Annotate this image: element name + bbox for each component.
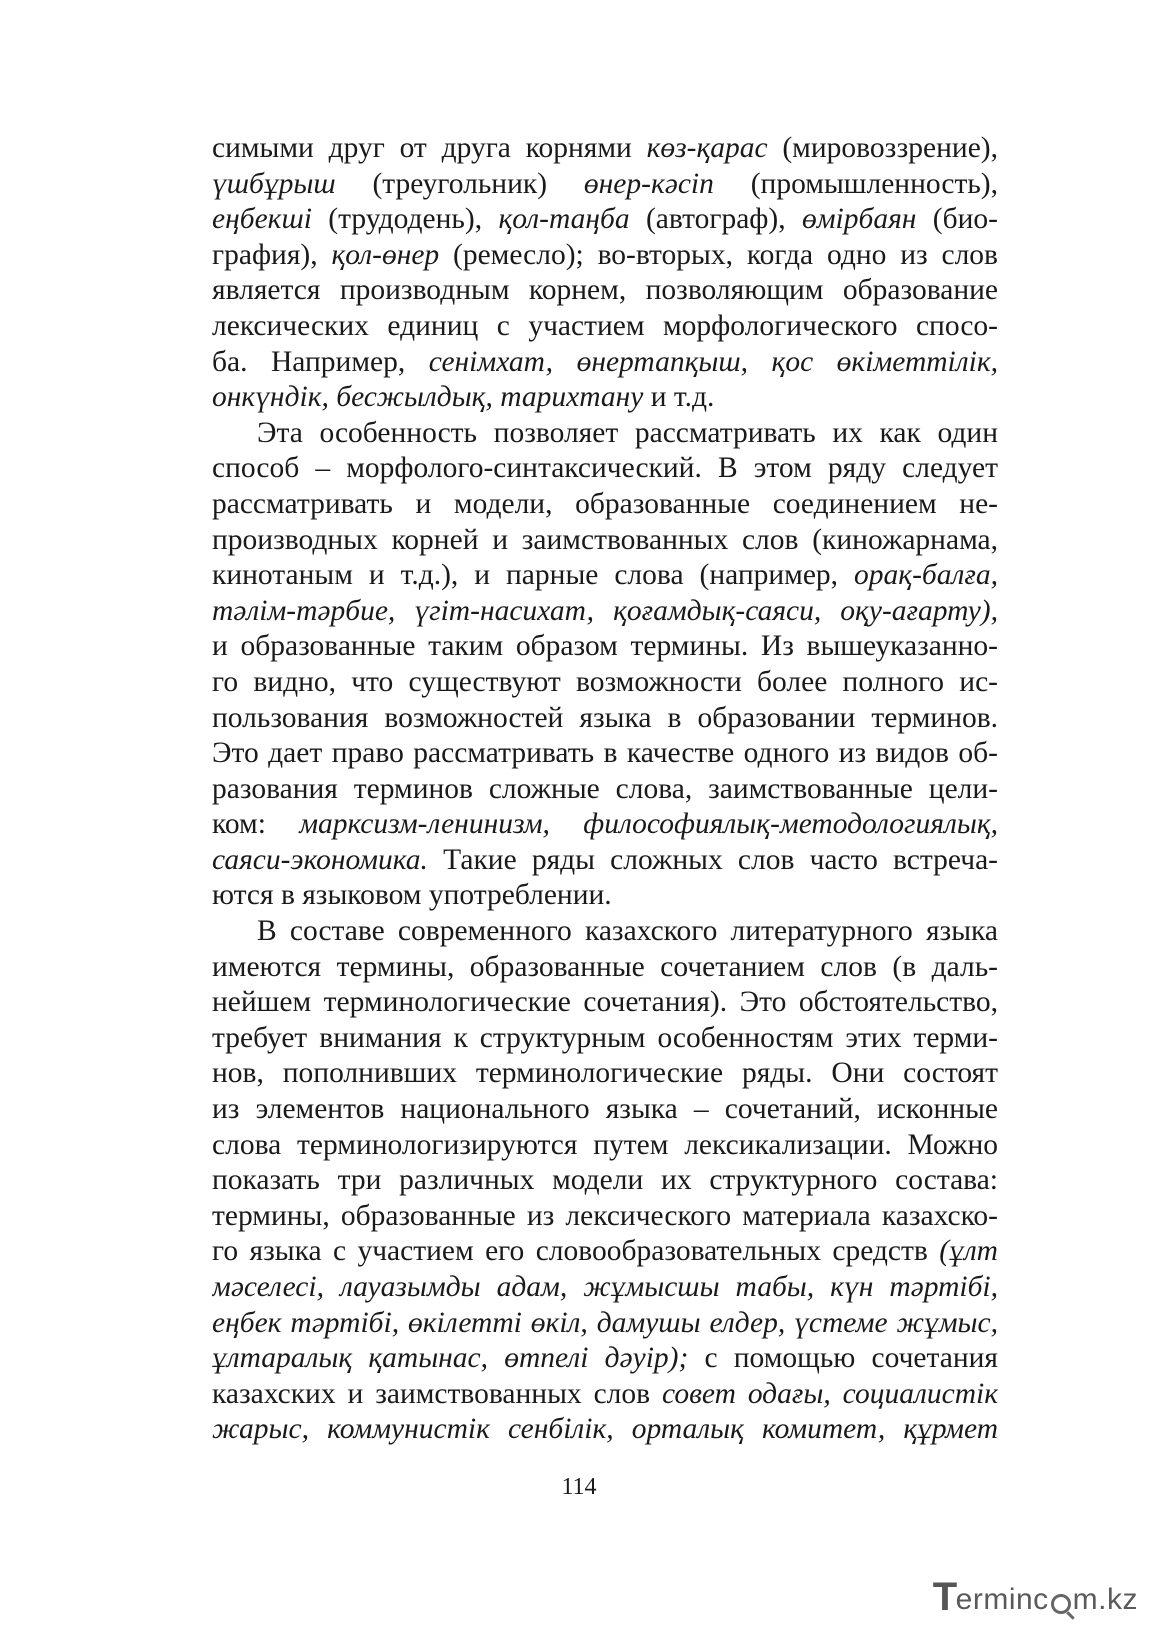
text-line [212, 1021, 998, 1057]
text-line [212, 985, 998, 1021]
text-line [212, 523, 998, 559]
text-run: В составе современного казахского литературного языка [257, 915, 998, 948]
text-run: симыми друг от друга корнями [212, 132, 647, 164]
italic-term: орақ-балға, [854, 559, 998, 592]
italic-term: үшбұрыш [212, 167, 336, 200]
text-run: требует внимания к структурным особенностям этих терми- [212, 1021, 998, 1054]
text-run: производных корней и заимствованных слов (киножарнама, [212, 523, 998, 556]
watermark-text-part2: m.kz [1072, 1583, 1138, 1616]
text-line [212, 1234, 998, 1270]
text-line [212, 594, 998, 630]
text-run: го видно, что существуют возможности более полного ис- [212, 665, 998, 698]
text-run: способ – морфолого-синтаксический. В этом ряду следует [212, 452, 998, 485]
italic-term: тәлім-тәрбие, үгіт-насихат, қоғамдық-саяси, оқу-ағарту), [212, 594, 998, 627]
text-run: (промышленность), [713, 167, 998, 200]
italic-term: көз-қарас [646, 132, 768, 164]
text-run: Эта особенность позволяет рассматривать их как один [257, 416, 998, 449]
text-line [212, 238, 998, 274]
watermark-text-part1: erminc [955, 1583, 1049, 1616]
text-line [212, 167, 998, 203]
text-line [212, 772, 998, 808]
italic-term: еңбекші [212, 203, 312, 236]
italic-term: (ұлт [939, 1235, 998, 1268]
text-line [212, 878, 998, 914]
text-line [212, 807, 998, 843]
text-run: нов, пополнивших терминологические ряды. Они состоят [212, 1057, 998, 1090]
text-line [212, 380, 998, 416]
text-line [212, 736, 998, 772]
text-run: термины, образованные из лексического материала казахско- [212, 1199, 998, 1232]
text-line [212, 1163, 998, 1199]
text-run: нейшем терминологические сочетания). Это обстоятельство, [212, 986, 998, 1019]
magnifier-icon [1051, 1594, 1071, 1614]
text-run: го языка с участием его словообразовательных средств [212, 1235, 940, 1268]
italic-term: жарыс, коммунистік сенбілік, орталық комитет, құрмет [212, 1413, 998, 1446]
text-line [212, 1306, 998, 1342]
watermark-initial: T [932, 1575, 958, 1619]
italic-term: өмірбаян [801, 203, 917, 236]
text-line [212, 701, 998, 737]
italic-term: совет одағы, социалистік [661, 1377, 998, 1410]
text-run: ются в языковом употреблении. [212, 879, 612, 912]
italic-term: марксизм-ленинизм, философиялық-методологиялық, [299, 808, 998, 841]
text-run: (био- [916, 203, 998, 236]
text-line [212, 131, 998, 167]
text-line [212, 1056, 998, 1092]
text-line [212, 309, 998, 345]
text-run: (трудодень), [311, 203, 499, 236]
text-line [212, 345, 998, 381]
text-run: (мировоззрение), [767, 132, 998, 164]
text-run: ба. Например, [212, 345, 429, 378]
paragraph [212, 914, 998, 1448]
text-run: графия), [212, 238, 332, 271]
text-line [212, 1128, 998, 1164]
text-line [212, 558, 998, 594]
paragraph [212, 131, 998, 416]
text-run: (треугольник) [335, 167, 584, 200]
text-run: рассматривать и модели, образованные соединением не- [212, 487, 998, 520]
text-run: показать три различных модели их структурного состава: [212, 1164, 998, 1197]
italic-term: ұлтаралық қатынас, өтпелі дәуір); [212, 1342, 689, 1375]
text-line [212, 1412, 998, 1448]
text-run: является производным корнем, позволяющим образование [212, 274, 998, 307]
text-line [212, 416, 998, 452]
text-line [212, 1092, 998, 1128]
page-text [212, 131, 998, 1448]
italic-term: қол-өнер [331, 238, 440, 271]
text-line [212, 1270, 998, 1306]
text-line [212, 629, 998, 665]
text-line [212, 487, 998, 523]
italic-term: еңбек тәртібі, өкілетті өкіл, дамушы елдер, үстеме жұмыс, [212, 1306, 998, 1339]
text-run: лексических единиц с участием морфологического спосо- [212, 309, 998, 342]
text-run: (ремесло); во-вторых, когда одно из слов [439, 238, 998, 271]
italic-term: онкүндік, бесжылдық, тарихтану [212, 381, 644, 414]
text-run: и т.д. [643, 381, 715, 414]
text-run: Такие ряды сложных слов часто встреча- [427, 843, 998, 876]
text-run: из элементов национального языка – сочетаний, исконные [212, 1093, 998, 1126]
italic-term: қол-таңба [498, 203, 630, 236]
text-run: имеются термины, образованные сочетанием слов (в даль- [212, 950, 998, 983]
text-run: казахских и заимствованных слов [212, 1377, 662, 1410]
italic-term: сенімхат, өнертапқыш, қос өкіметтілік, [428, 345, 998, 378]
paragraph [212, 416, 998, 914]
text-run: слова терминологизируются путем лексикализации. Можно [212, 1128, 998, 1161]
text-run: с помощью сочетания [688, 1342, 998, 1375]
text-line [212, 843, 998, 879]
text-line [212, 1377, 998, 1413]
text-line [212, 950, 998, 986]
text-line [212, 914, 998, 950]
text-run: разования терминов сложные слова, заимствованные цели- [212, 772, 998, 805]
text-run: (автограф), [629, 203, 802, 236]
termincom-watermark [933, 1577, 1138, 1617]
text-run: ком: [212, 808, 300, 841]
italic-term: саяси-экономика. [212, 843, 428, 876]
text-line [212, 665, 998, 701]
text-line [212, 1199, 998, 1235]
page-number: 114 [561, 1474, 597, 1500]
text-run: Это дает право рассматривать в качестве одного из видов об- [212, 737, 998, 770]
text-run: пользования возможностей языка в образовании терминов. [212, 701, 998, 734]
text-line [212, 1341, 998, 1377]
text-line [212, 273, 998, 309]
text-run: и образованные таким образом термины. Из вышеуказанно- [212, 630, 998, 663]
text-run: кинотаным и т.д.), и парные слова (например, [212, 559, 855, 592]
text-line [212, 202, 998, 238]
text-line [212, 451, 998, 487]
italic-term: мәселесі, лауазымды адам, жұмысшы табы, күн тәртібі, [212, 1271, 998, 1303]
italic-term: өнер-кәсіп [583, 167, 714, 200]
